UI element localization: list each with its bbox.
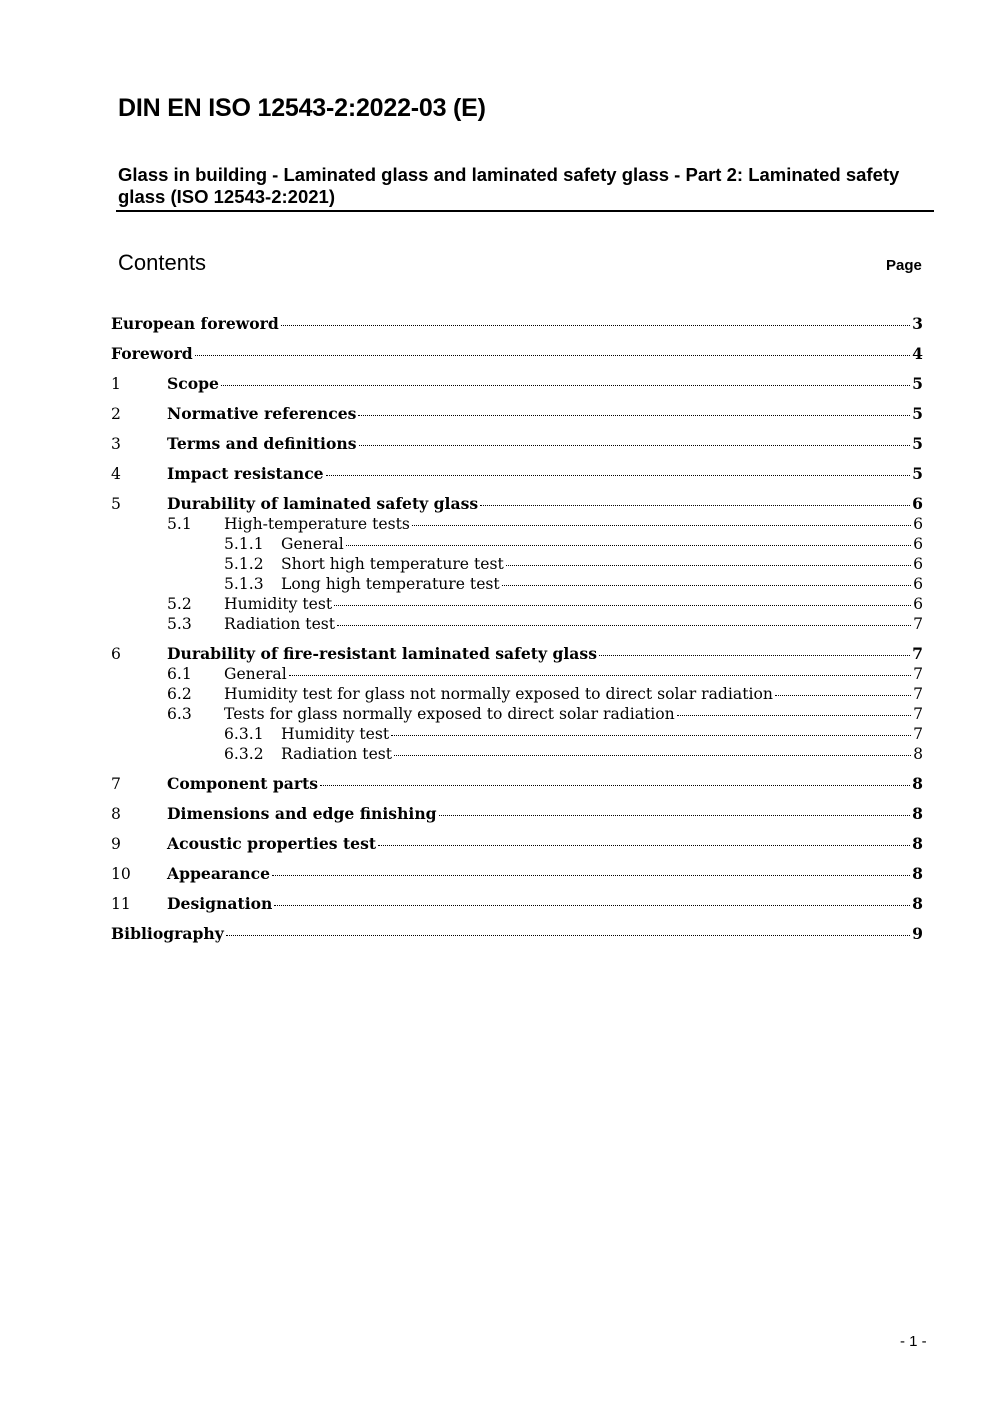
toc-leader-dots	[677, 714, 911, 716]
toc-entry-title: Radiation test	[281, 745, 393, 763]
toc-leader-dots	[326, 474, 911, 476]
toc-entry-page: 7	[913, 685, 923, 703]
toc-entry-page: 7	[912, 644, 923, 663]
toc-entry-number: 4	[111, 465, 121, 483]
toc-entry-number: 5.1.1	[224, 535, 264, 553]
toc-entry-number: 5.1.3	[224, 575, 264, 593]
toc-entry-number: 5.1.2	[224, 555, 264, 573]
document-id: DIN EN ISO 12543-2:2022-03 (E)	[118, 94, 486, 122]
toc-entry-page: 6	[912, 494, 923, 513]
toc-entry-normative-references[interactable]	[111, 404, 923, 424]
toc-leader-dots	[599, 654, 910, 656]
footer-page-number: - 1 -	[900, 1333, 927, 1350]
toc-entry-humidity-test-6-3-1[interactable]	[111, 724, 923, 744]
toc-entry-title: Designation	[167, 894, 273, 913]
toc-entry-tests-exposed-solar[interactable]	[111, 704, 923, 724]
toc-entry-radiation-test-6-3-2[interactable]	[111, 744, 923, 764]
toc-entry-title: Appearance	[167, 864, 271, 883]
toc-entry-page: 4	[912, 344, 923, 363]
page-column-heading: Page	[886, 257, 922, 274]
toc-entry-page: 7	[913, 665, 923, 683]
toc-entry-general-5-1-1[interactable]	[111, 534, 923, 554]
toc-leader-dots	[334, 604, 911, 606]
toc-entry-humidity-test-not-exposed[interactable]	[111, 684, 923, 704]
toc-entry-title: Humidity test	[224, 595, 333, 613]
toc-entry-number: 11	[111, 895, 131, 913]
toc-leader-dots	[391, 734, 911, 736]
toc-entry-page: 7	[913, 615, 923, 633]
toc-entry-page: 7	[913, 705, 923, 723]
toc-entry-title: Acoustic properties test	[167, 834, 377, 853]
toc-entry-page: 5	[912, 404, 923, 423]
toc-entry-page: 7	[913, 725, 923, 743]
toc-entry-number: 6.3.1	[224, 725, 264, 743]
toc-entry-foreword[interactable]	[111, 344, 923, 364]
toc-entry-number: 7	[111, 775, 121, 793]
toc-leader-dots	[394, 754, 911, 756]
toc-entry-title: Long high temperature test	[281, 575, 500, 593]
toc-entry-number: 5.1	[167, 515, 192, 533]
toc-entry-title: Terms and definitions	[167, 434, 357, 453]
toc-entry-short-high-temperature-test[interactable]	[111, 554, 923, 574]
toc-entry-page: 6	[913, 595, 923, 613]
toc-leader-dots	[480, 504, 910, 506]
toc-leader-dots	[506, 564, 911, 566]
toc-entry-title: Dimensions and edge finishing	[167, 804, 437, 823]
toc-entry-title: High-temperature tests	[224, 515, 410, 533]
toc-entry-page: 8	[912, 834, 923, 853]
toc-entry-title: Scope	[167, 374, 219, 393]
toc-entry-durability-laminated-safety-glass[interactable]	[111, 494, 923, 514]
toc-entry-title: European foreword	[111, 314, 279, 333]
toc-entry-general-6-1[interactable]	[111, 664, 923, 684]
toc-leader-dots	[378, 844, 910, 846]
toc-entry-european-foreword[interactable]	[111, 314, 923, 334]
toc-entry-page: 8	[912, 804, 923, 823]
toc-entry-title: Durability of laminated safety glass	[167, 494, 479, 513]
toc-leader-dots	[272, 874, 910, 876]
toc-leader-dots	[195, 354, 910, 356]
toc-entry-page: 9	[912, 924, 923, 943]
toc-entry-component-parts[interactable]	[111, 774, 923, 794]
toc-entry-title: Component parts	[167, 774, 319, 793]
toc-entry-title: Impact resistance	[167, 464, 324, 483]
toc-entry-page: 3	[912, 314, 923, 333]
toc-entry-bibliography[interactable]	[111, 924, 923, 944]
toc-entry-number: 6.3	[167, 705, 192, 723]
toc-leader-dots	[281, 324, 910, 326]
toc-entry-page: 5	[912, 464, 923, 483]
contents-heading: Contents	[118, 250, 207, 275]
toc-entry-high-temperature-tests[interactable]	[111, 514, 923, 534]
toc-leader-dots	[221, 384, 910, 386]
toc-entry-title: Short high temperature test	[281, 555, 504, 573]
toc-entry-page: 5	[912, 434, 923, 453]
table-of-contents	[111, 311, 923, 944]
toc-entry-page: 6	[913, 535, 923, 553]
toc-leader-dots	[502, 584, 911, 586]
toc-entry-long-high-temperature-test[interactable]	[111, 574, 923, 594]
toc-entry-title: Tests for glass normally exposed to direct solar radiation	[224, 705, 675, 723]
toc-entry-title: Foreword	[111, 344, 193, 363]
toc-entry-number: 8	[111, 805, 121, 823]
toc-entry-appearance[interactable]	[111, 864, 923, 884]
toc-entry-title: Bibliography	[111, 924, 224, 943]
toc-entry-dimensions-edge-finishing[interactable]	[111, 804, 923, 824]
toc-entry-number: 6.3.2	[224, 745, 264, 763]
toc-entry-page: 6	[913, 575, 923, 593]
toc-entry-number: 5	[111, 495, 121, 513]
toc-entry-page: 8	[912, 864, 923, 883]
toc-entry-number: 1	[111, 375, 121, 393]
toc-entry-number: 6.2	[167, 685, 192, 703]
toc-entry-designation[interactable]	[111, 894, 923, 914]
title-divider	[116, 210, 934, 212]
toc-entry-page: 8	[912, 774, 923, 793]
toc-entry-number: 2	[111, 405, 121, 423]
toc-entry-scope[interactable]	[111, 374, 923, 394]
toc-entry-title: Humidity test for glass not normally exposed to direct solar radiation	[224, 685, 773, 703]
toc-leader-dots	[439, 814, 911, 816]
document-subtitle: Glass in building - Laminated glass and laminated safety glass - Part 2: Laminated safety glass (ISO 12543-2:2021)	[118, 164, 900, 207]
toc-entry-number: 6	[111, 645, 121, 663]
toc-entry-title: Radiation test	[224, 615, 336, 633]
toc-entry-title: Humidity test	[281, 725, 390, 743]
toc-entry-number: 5.3	[167, 615, 192, 633]
toc-leader-dots	[274, 904, 910, 906]
toc-leader-dots	[346, 544, 911, 546]
toc-entry-acoustic-properties-test[interactable]	[111, 834, 923, 854]
toc-entry-humidity-test-5-2[interactable]	[111, 594, 923, 614]
toc-entry-title: Durability of fire-resistant laminated safety glass	[167, 644, 597, 663]
toc-entry-durability-fire-resistant[interactable]	[111, 644, 923, 664]
toc-leader-dots	[337, 624, 911, 626]
toc-entry-terms-and-definitions[interactable]	[111, 434, 923, 454]
toc-entry-number: 5.2	[167, 595, 192, 613]
toc-entry-number: 6.1	[167, 665, 192, 683]
toc-entry-page: 5	[912, 374, 923, 393]
toc-entry-page: 6	[913, 555, 923, 573]
toc-entry-impact-resistance[interactable]	[111, 464, 923, 484]
toc-leader-dots	[289, 674, 911, 676]
toc-leader-dots	[226, 934, 910, 936]
toc-leader-dots	[358, 414, 910, 416]
toc-entry-number: 10	[111, 865, 131, 883]
toc-entry-title: General	[281, 535, 344, 553]
toc-entry-page: 8	[912, 894, 923, 913]
toc-entry-title: Normative references	[167, 404, 357, 423]
toc-leader-dots	[775, 694, 911, 696]
toc-entry-radiation-test-5-3[interactable]	[111, 614, 923, 634]
toc-entry-page: 8	[913, 745, 923, 763]
toc-entry-page: 6	[913, 515, 923, 533]
toc-leader-dots	[359, 444, 911, 446]
toc-leader-dots	[320, 784, 910, 786]
toc-entry-number: 9	[111, 835, 121, 853]
toc-entry-number: 3	[111, 435, 121, 453]
toc-entry-title: General	[224, 665, 287, 683]
toc-leader-dots	[412, 524, 911, 526]
